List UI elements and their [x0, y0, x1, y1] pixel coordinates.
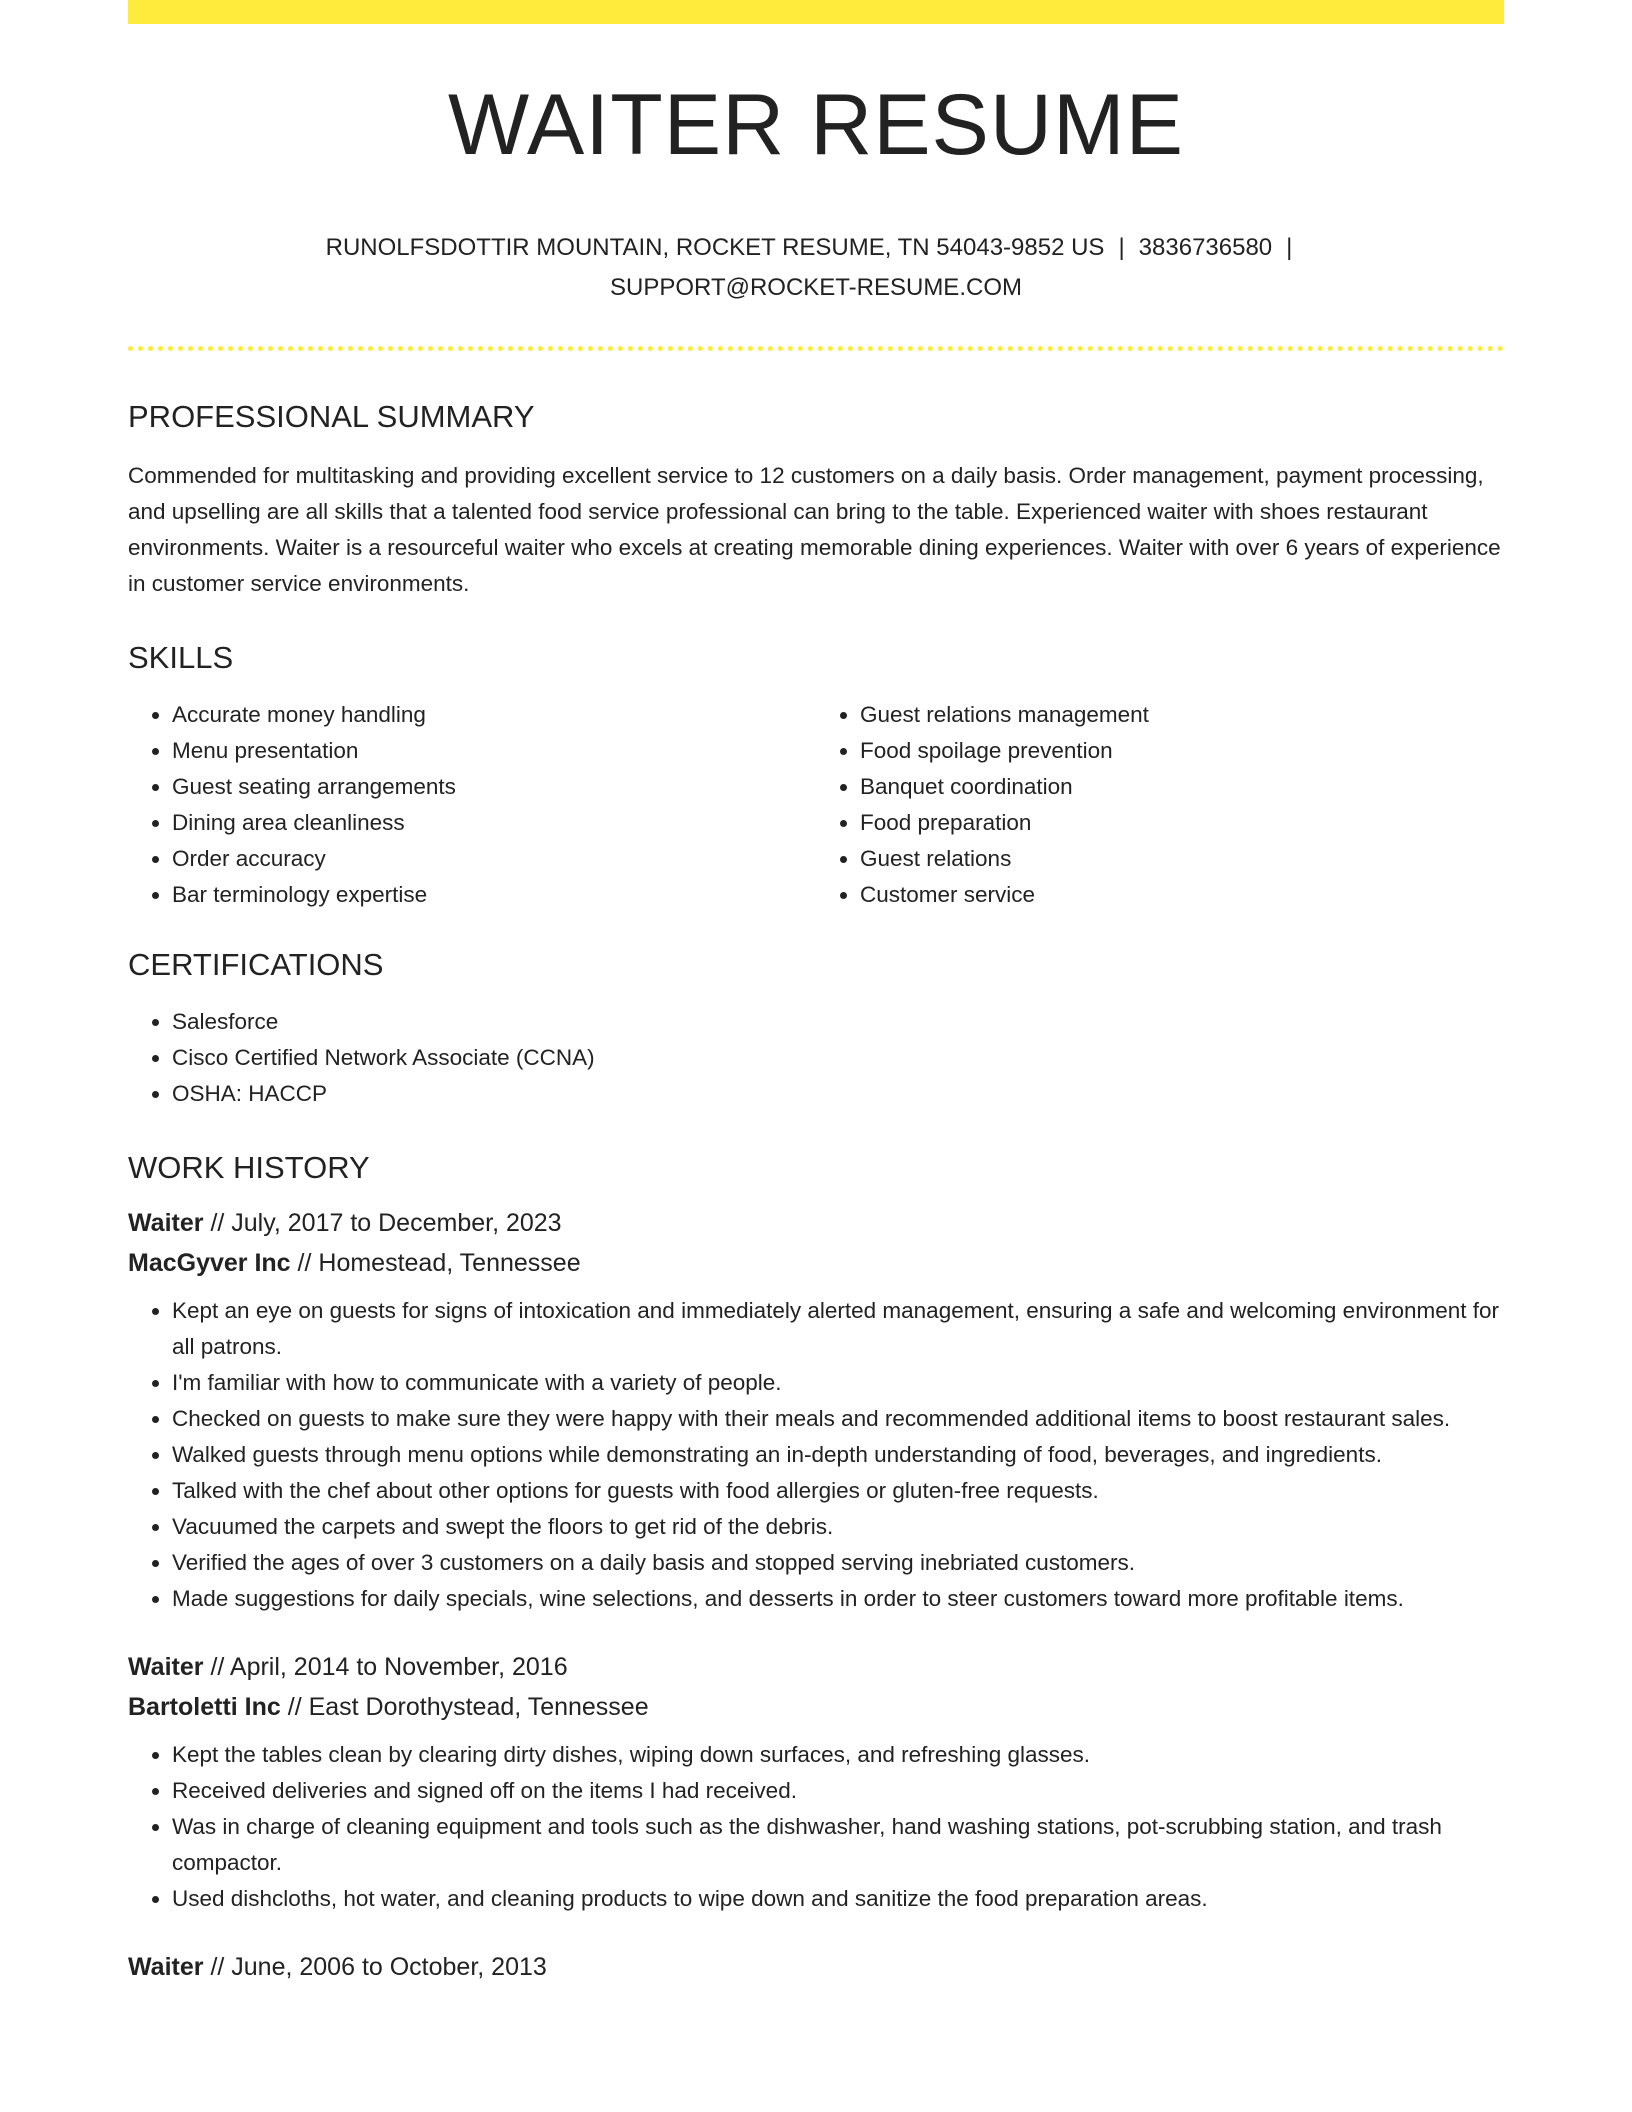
skill-item: • Menu presentation — [172, 733, 816, 769]
work-history-heading: WORK HISTORY — [128, 1150, 370, 1185]
skill-item: • Accurate money handling — [172, 697, 816, 733]
summary-heading: PROFESSIONAL SUMMARY — [128, 399, 535, 434]
skill-item: • Customer service — [860, 877, 1504, 913]
certification-item: • Salesforce — [172, 1004, 1504, 1040]
skills-heading: SKILLS — [128, 640, 234, 675]
job-bullet: • Was in charge of cleaning equipment and tools such as the dishwasher, hand washing stations, pot-scrubbing station, and trash compactor. — [172, 1809, 1504, 1881]
skill-item: • Guest relations — [860, 841, 1504, 877]
job-title-line — [128, 1947, 1504, 1987]
job-bullet: • Talked with the chef about other options for guests with food allergies or gluten-free requests. — [172, 1473, 1504, 1509]
job-company-line — [128, 1243, 1504, 1283]
job-bullet-list — [128, 1293, 1504, 1617]
job-company: MacGyver Inc — [128, 1249, 291, 1277]
job-entry — [128, 1203, 1504, 1617]
job-title: Waiter — [128, 1653, 204, 1681]
job-bullet: • Checked on guests to make sure they were happy with their meals and recommended additional items to boost restaurant sales. — [172, 1401, 1504, 1437]
job-location: // East Dorothystead, Tennessee — [287, 1693, 649, 1721]
professional-summary-section — [128, 401, 1504, 602]
contact-email: SUPPORT@ROCKET-RESUME.COM — [610, 274, 1022, 301]
job-bullet-list — [128, 1737, 1504, 1917]
job-company: Bartoletti Inc — [128, 1693, 281, 1721]
job-dates: // April, 2014 to November, 2016 — [210, 1653, 568, 1681]
job-entry — [128, 1647, 1504, 1917]
skill-item: • Guest seating arrangements — [172, 769, 816, 805]
job-title-line — [128, 1647, 1504, 1687]
certification-item: • OSHA: HACCP — [172, 1076, 1504, 1112]
skills-right-list — [816, 697, 1504, 913]
contact-line-2 — [128, 268, 1504, 308]
contact-phone: 3836736580 — [1138, 234, 1273, 261]
job-bullet: • Kept the tables clean by clearing dirty dishes, wiping down surfaces, and refreshing glasses. — [172, 1737, 1504, 1773]
skill-item: • Order accuracy — [172, 841, 816, 877]
skill-item: • Food spoilage prevention — [860, 733, 1504, 769]
job-title: Waiter — [128, 1953, 204, 1981]
skill-item: • Dining area cleanliness — [172, 805, 816, 841]
skills-section — [128, 642, 1504, 913]
contact-address: RUNOLFSDOTTIR MOUNTAIN, ROCKET RESUME, TN 54043-9852 US — [325, 234, 1105, 261]
job-bullet: • Vacuumed the carpets and swept the floors to get rid of the debris. — [172, 1509, 1504, 1545]
resume-page — [128, 0, 1504, 1987]
job-bullet: • Kept an eye on guests for signs of intoxication and immediately alerted management, ensuring a safe and welcoming environment for all patrons. — [172, 1293, 1504, 1365]
certification-item: • Cisco Certified Network Associate (CCNA) — [172, 1040, 1504, 1076]
job-title: Waiter — [128, 1209, 204, 1237]
job-bullet: • I'm familiar with how to communicate with a variety of people. — [172, 1365, 1504, 1401]
job-bullet: • Used dishcloths, hot water, and cleaning products to wipe down and sanitize the food preparation areas. — [172, 1881, 1504, 1917]
work-history-section — [128, 1152, 1504, 1987]
job-title-line — [128, 1203, 1504, 1243]
skill-item: • Banquet coordination — [860, 769, 1504, 805]
skills-columns — [128, 697, 1504, 913]
skills-left-list — [128, 697, 816, 913]
job-location: // Homestead, Tennessee — [297, 1249, 581, 1277]
certifications-section — [128, 949, 1504, 1112]
job-bullet: • Received deliveries and signed off on the items I had received. — [172, 1773, 1504, 1809]
skill-item: • Guest relations management — [860, 697, 1504, 733]
resume-title: WAITER RESUME — [447, 77, 1185, 173]
job-dates: // June, 2006 to October, 2013 — [210, 1953, 547, 1981]
skill-item: • Bar terminology expertise — [172, 877, 816, 913]
job-bullet: • Verified the ages of over 3 customers on a daily basis and stopped serving inebriated customers. — [172, 1545, 1504, 1581]
job-bullet: • Made suggestions for daily specials, wine selections, and desserts in order to steer customers toward more profitable items. — [172, 1581, 1504, 1617]
contact-info — [128, 228, 1504, 308]
dotted-divider — [128, 346, 1504, 351]
job-company-line — [128, 1687, 1504, 1727]
contact-line-1 — [128, 228, 1504, 268]
certifications-heading: CERTIFICATIONS — [128, 947, 384, 982]
job-bullet: • Walked guests through menu options while demonstrating an in-depth understanding of food, beverages, and ingredients. — [172, 1437, 1504, 1473]
summary-text: Commended for multitasking and providing excellent service to 12 customers on a daily basis. Order management, payment processing, and upselling are all skills that a talented food service professional can bring to the table. Experienced waiter with shoes restaurant environments. Waiter is a resourceful waiter who excels at creating memorable dining experiences. Waiter with over 6 years of experience in customer service environments. — [128, 463, 1501, 596]
job-entry — [128, 1947, 1504, 1987]
certifications-list — [128, 1004, 1504, 1112]
top-accent-bar — [128, 0, 1504, 24]
contact-separator: | — [1286, 234, 1293, 261]
job-dates: // July, 2017 to December, 2023 — [210, 1209, 562, 1237]
contact-separator: | — [1118, 234, 1125, 261]
skill-item: • Food preparation — [860, 805, 1504, 841]
